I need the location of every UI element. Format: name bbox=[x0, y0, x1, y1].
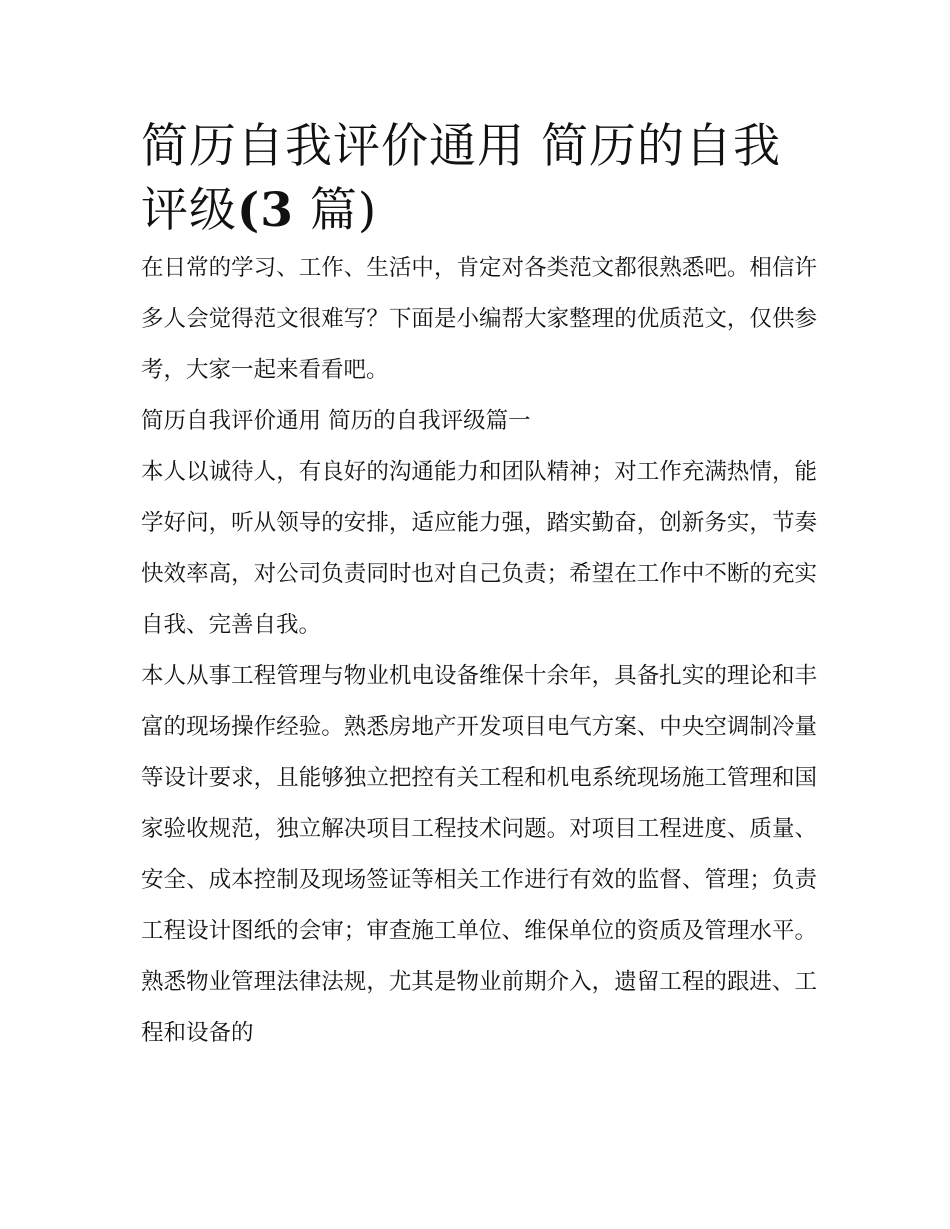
intro-paragraph: 在日常的学习、工作、生活中，肯定对各类范文都很熟悉吧。相信许多人会觉得范文很难写？下面是小编帮大家整理的优质范文，仅供参考，大家一起来看看吧。 bbox=[141, 255, 817, 383]
section-heading: 简历自我评价通用 简历的自我评级篇一 bbox=[141, 408, 531, 434]
body-paragraph-1: 本人以诚待人，有良好的沟通能力和团队精神；对工作充满热情，能学好问，听从领导的安排，适应能力强，踏实勤奋，创新务实，节奏快效率高，对公司负责同时也对自己负责；希望在工作中不断的充实自我、完善自我。 bbox=[141, 459, 817, 638]
title-text: 简历自我评价通用 简历的自我评级 bbox=[141, 119, 781, 238]
document-content bbox=[141, 115, 817, 1059]
body-paragraph-2: 本人从事工程管理与物业机电设备维保十余年，具备扎实的理论和丰富的现场操作经验。熟悉房地产开发项目电气方案、中央空调制冷量等设计要求，且能够独立把控有关工程和机电系统现场施工管理和国家验收规范，独立解决项目工程技术问题。对项目工程进度、质量、安全、成本控制及现场签证等相关工作进行有效的监督、管理；负责工程设计图纸的会审；审查施工单位、维保单位的资质及管理水平。熟悉物业管理法律法规，尤其是物业前期介入，遗留工程的跟进、工程和设备的 bbox=[141, 663, 817, 1046]
title-suffix: 篇) bbox=[293, 183, 378, 238]
document-title bbox=[141, 115, 817, 243]
title-count: (3 bbox=[237, 183, 294, 238]
